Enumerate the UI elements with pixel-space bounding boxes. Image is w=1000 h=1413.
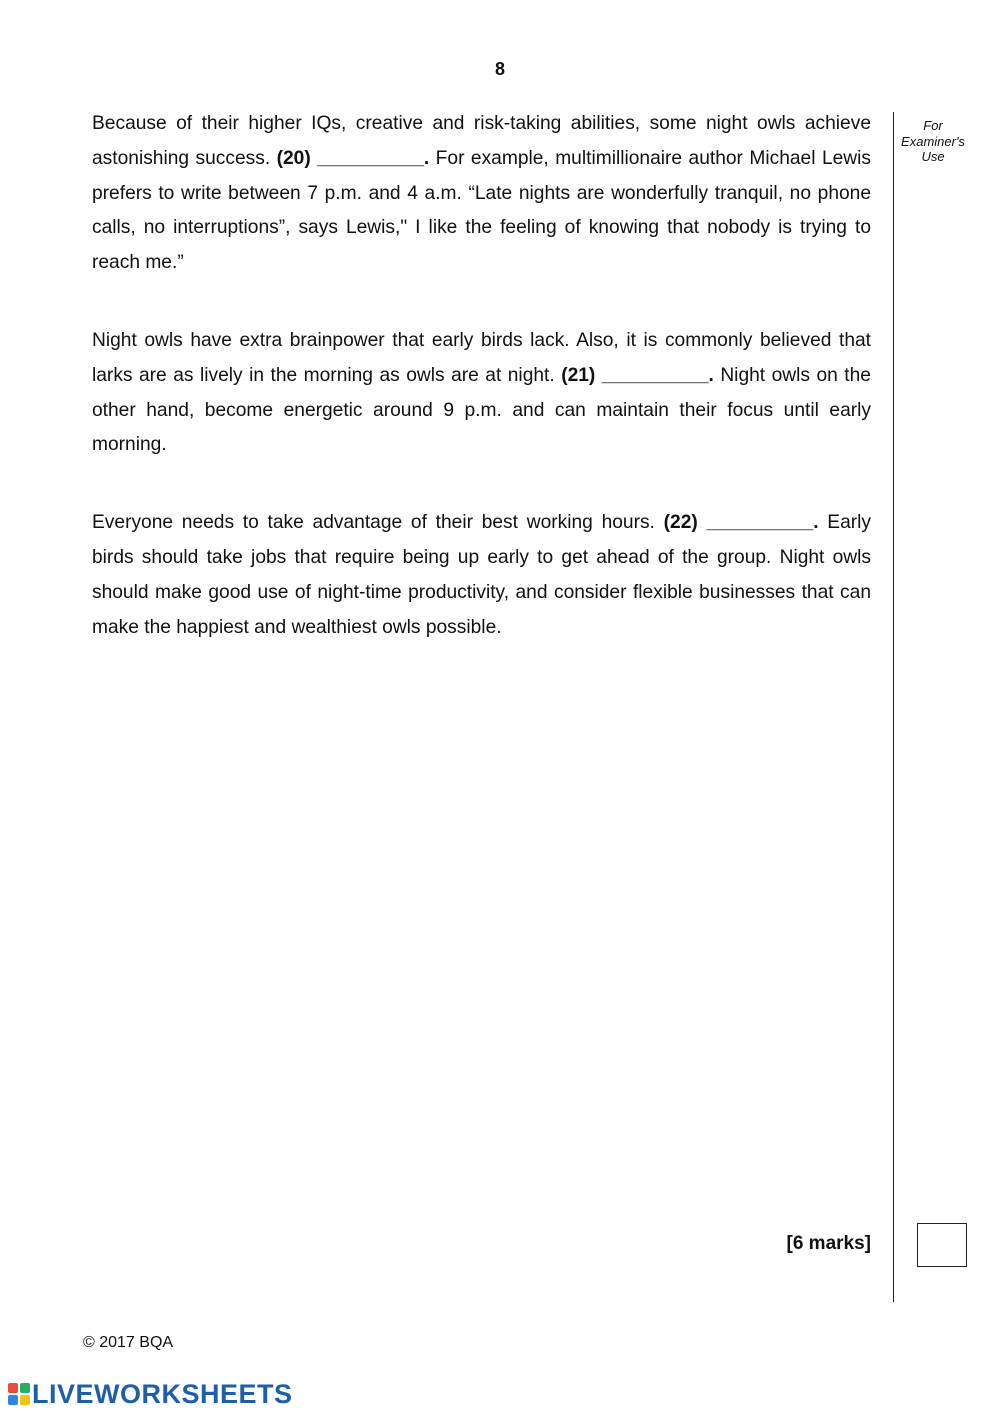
paragraph-3-text-after: Early birds should take jobs that require being up early to get ahead of the group. Night owls should make good use of night-time productivity, and consider flexible businesses that can make the happiest and wealthiest owls possible. <box>92 512 872 638</box>
question-22-blank[interactable]: __________. <box>706 512 819 534</box>
question-21-blank[interactable]: __________. <box>601 364 714 386</box>
question-21-number: (21) <box>561 364 596 386</box>
question-20-blank[interactable]: __________. <box>317 147 430 169</box>
question-20-number: (20) <box>276 147 311 169</box>
examiner-use-note: For Examiner's Use <box>901 118 965 164</box>
paragraph-2 <box>92 324 871 463</box>
paragraph-3 <box>92 506 871 645</box>
logo-block-1 <box>8 1383 18 1393</box>
paragraph-2-text-before: Night owls have extra brainpower that early birds lack. Also, it is commonly believed that larks are as lively in the morning as owls are at night. <box>92 329 871 386</box>
question-22-number: (22) <box>663 512 698 534</box>
examiner-mark-box[interactable] <box>917 1223 967 1267</box>
liveworksheets-brand[interactable] <box>8 1380 293 1408</box>
copyright: © 2017 BQA <box>83 1334 174 1351</box>
passage <box>92 107 871 688</box>
margin-divider <box>893 112 894 1302</box>
page-number: 8 <box>494 59 505 79</box>
marks-label: [6 marks] <box>786 1233 871 1254</box>
logo-block-4 <box>20 1395 30 1405</box>
paragraph-3-text-before: Everyone needs to take advantage of their best working hours. <box>92 512 664 534</box>
paragraph-1 <box>92 107 871 281</box>
liveworksheets-logo-icon <box>8 1383 30 1405</box>
paragraph-2-text-after: Night owls on the other hand, become energetic around 9 p.m. and can maintain their focus until early morning. <box>92 364 871 456</box>
paragraph-1-text-before: Because of their higher IQs, creative and risk-taking abilities, some night owls achieve astonishing success. <box>92 113 871 169</box>
brand-name: LIVEWORKSHEETS <box>32 1379 293 1409</box>
logo-block-2 <box>20 1383 30 1393</box>
logo-block-3 <box>8 1395 18 1405</box>
paragraph-1-text-after: For example, multimillionaire author Michael Lewis prefers to write between 7 p.m. and 4 a.m. “Late nights are wonderfully tranquil, no phone calls, no interruptions”, says Lewis," I like the feeling of knowing that nobody is trying to reach me.” <box>92 147 871 274</box>
